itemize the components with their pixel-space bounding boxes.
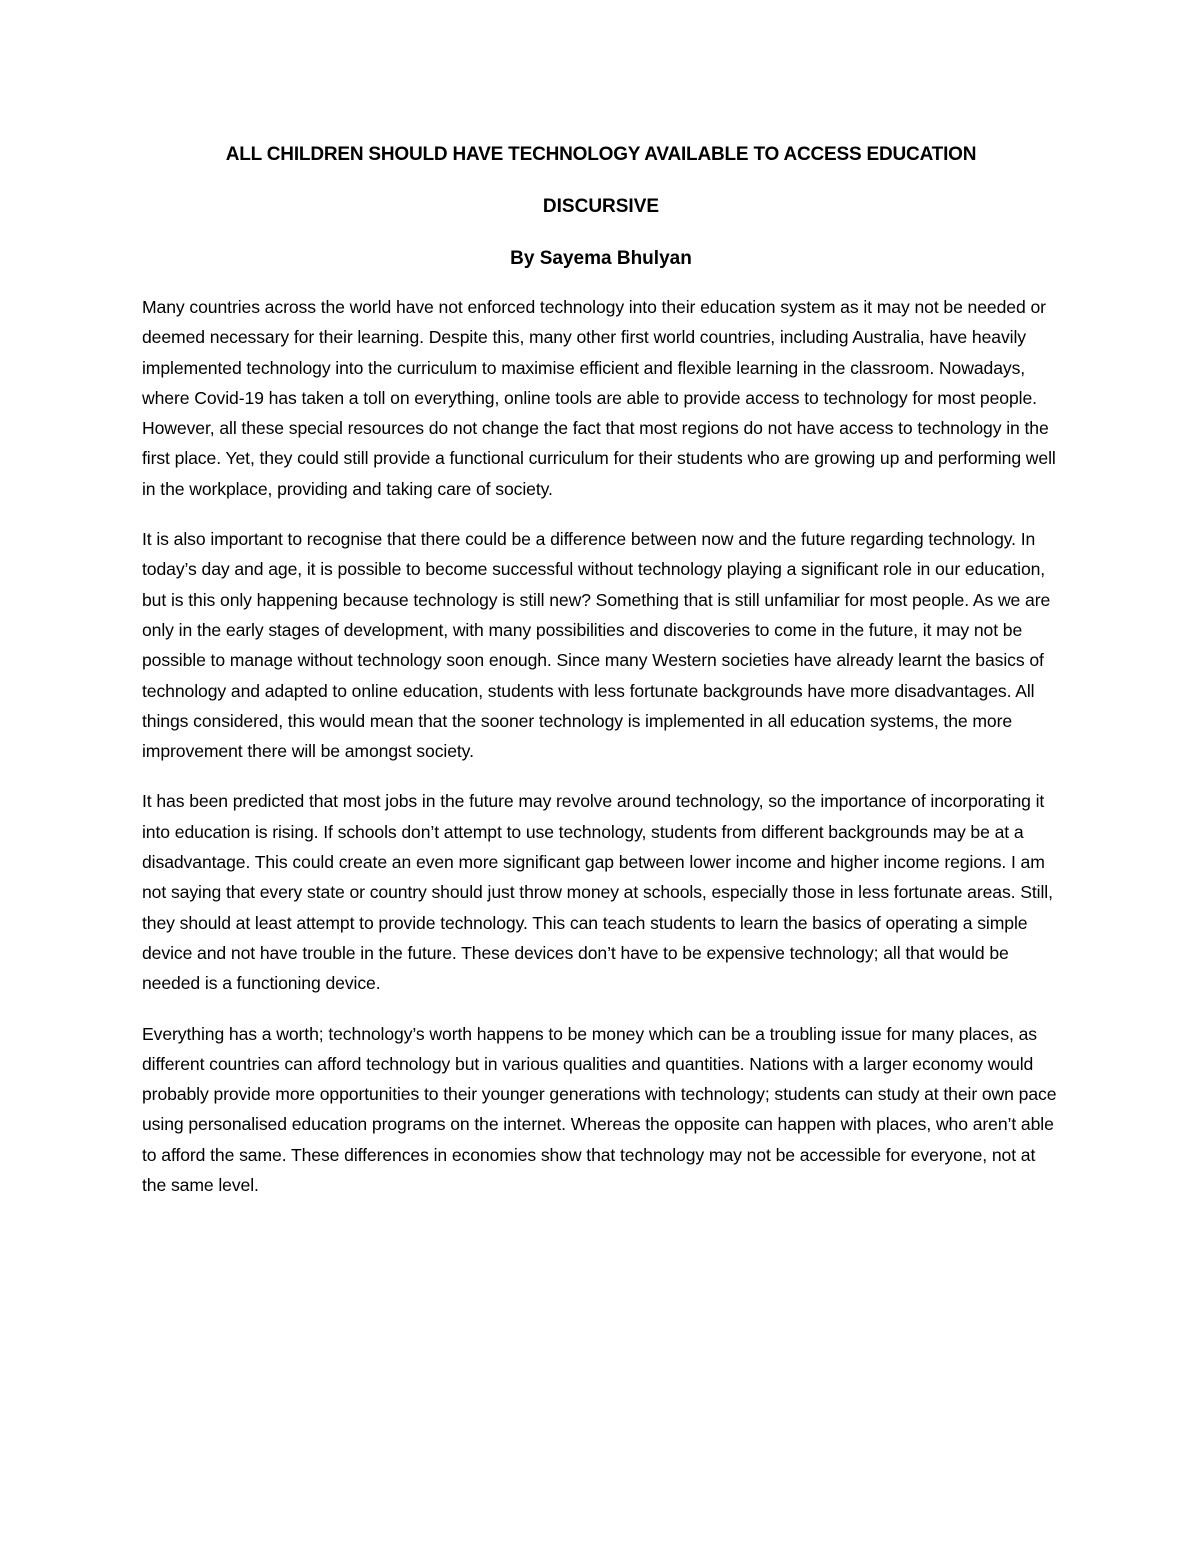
paragraph-2: It is also important to recognise that there could be a difference between now and the future regarding technology. In today’s day and age, it is possible to become successful without technology playing a significant role in our education, but is this only happening because technology is still new? Something that is still unfamiliar for most people. As we are only in the early stages of development, with many possibilities and discoveries to come in the future, it may not be possible to manage without technology soon enough. Since many Western societies have already learnt the basics of technology and adapted to online education, students with less fortunate backgrounds have more disadvantages. All things considered, this would mean that the sooner technology is implemented in all education systems, the more improvement there will be amongst society. — [142, 529, 1051, 762]
paragraph-1: Many countries across the world have not enforced technology into their education system as it may not be needed or deemed necessary for their learning. Despite this, many other first world countries, including Australia, have heavily implemented technology into the curriculum to maximise efficient and flexible learning in the classroom. Nowadays, where Covid-19 has taken a toll on everything, online tools are able to provide access to technology for most people. However, all these special resources do not change the fact that most regions do not have access to technology in the first place. Yet, they could still provide a functional curriculum for their students who are growing up and performing well in the workplace, providing and taking care of society. — [142, 297, 1056, 499]
document-body — [142, 140, 1060, 1220]
document-genre: DISCURSIVE — [542, 196, 660, 217]
paragraph-4: Everything has a worth; technology’s worth happens to be money which can be a troubling issue for many places, as different countries can afford technology but in various qualities and quantities. Nations with a larger economy would probably provide more opportunities to their younger generations with technology; students can study at their own pace using personalised education programs on the internet. Whereas the opposite can happen with places, who aren’t able to afford the same. These differences in economies show that technology may not be accessible for everyone, not at the same level. — [142, 1023, 1057, 1196]
document-title: ALL CHILDREN SHOULD HAVE TECHNOLOGY AVAILABLE TO ACCESS EDUCATION — [225, 144, 977, 165]
paragraph-3: It has been predicted that most jobs in the future may revolve around technology, so the importance of incorporating it into education is rising. If schools don’t attempt to use technology, students from different backgrounds may be at a disadvantage. This could create an even more significant gap between lower income and higher income regions. I am not saying that every state or country should just throw money at schools, especially those in less fortunate areas. Still, they should at least attempt to provide technology. This can teach students to learn the basics of operating a simple device and not have trouble in the future. These devices don’t have to be expensive technology; all that would be needed is a functioning device. — [142, 791, 1053, 994]
document-byline: By Sayema Bhulyan — [510, 248, 692, 269]
